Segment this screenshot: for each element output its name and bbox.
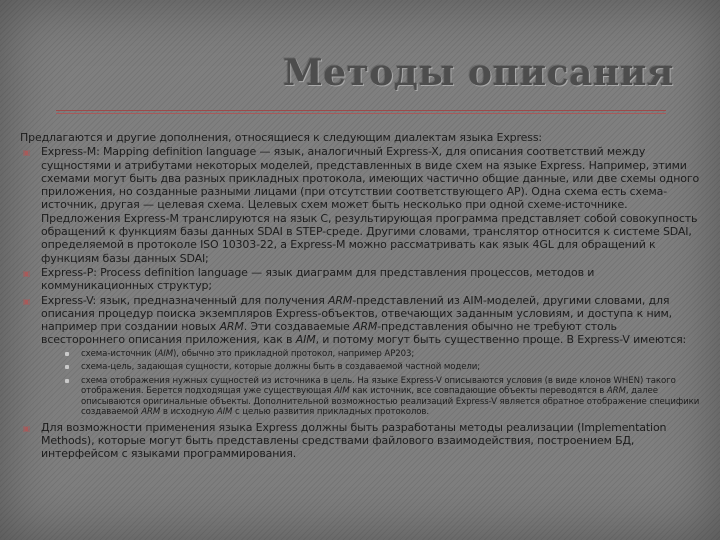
text-run: в исходную (160, 407, 217, 418)
item-text: Express-M: Mapping definition language — язык, аналогичный Express-X, для описания соответствий между сущностями и атрибутами некоторых моделей, представленных в виде схем на языке Express. Например, этими схемами могут быть два разных прикладных протокола, имеющих частично общие данные, или две схемы одного приложения, но созданные разными лицами (при отсутствии соответствующего AP). Одна схема есть схема-источник, другая — целевая схема. Целевых схем может быть несколько при одной схеме-источнике. Предложения Express-M транслируются на язык С, результирующая программа представляет собой совокупность обращений к функциям базы данных SDAI в STEP-среде. Другими словами, транслятор относится к системе SDAI, определяемой в протоколе ISO 10303-22, а Express-M можно рассматривать как язык 4GL для обращений к функциям базы данных SDAI; (41, 145, 700, 265)
intro-text: Предлагаются и другие дополнения, относящиеся к следующим диалектам языка Express: (20, 131, 542, 144)
square-bullet-icon: ▣ (22, 296, 31, 306)
text-run: схема-источник ( (81, 348, 158, 359)
text-run: , далее описываются оригинальные объекты. Дополнительной возможностью реализаций Express-V является обратное отображение специфики создаваемой (81, 386, 700, 418)
term-arm: ARM (328, 293, 353, 307)
text-run: схема-цель, задающая сущности, которые должны быть в создаваемой частной модели; (81, 362, 481, 373)
term-arm: ARM (352, 320, 378, 334)
small-square-bullet-icon (65, 365, 69, 369)
small-square-bullet-icon (65, 352, 69, 356)
item-text: Для возможности применения языка Express должны быть разработаны методы реализации (Implementation Methods), которые могут быть представлены средствами файлового взаимодействия, построением БД, интерфейсом с языками программирования. (41, 420, 667, 461)
list-item-implementation-methods (20, 421, 700, 461)
term-aim: AIM (295, 333, 316, 347)
square-bullet-icon: ▣ (22, 148, 31, 158)
square-bullet-icon: ▣ (22, 423, 31, 433)
slide-title: Методы описания (282, 52, 674, 94)
text-run: как источник, все совпадающие объекты переводятся в (349, 386, 607, 397)
title-divider-bottom (56, 113, 666, 114)
term-arm: ARM (606, 386, 626, 397)
text-run: . Эти создаваемые (243, 320, 353, 334)
small-square-bullet-icon (65, 379, 69, 383)
sub-item-source-schema (41, 349, 700, 360)
sub-list (41, 349, 700, 418)
text-run: Express-V: язык, предназначенный для получения (41, 293, 329, 307)
term-arm: ARM (141, 407, 161, 418)
text-run: , и потому могут быть существенно проще. В Express-V имеются: (315, 333, 687, 347)
text-run: схема отображения нужных сущностей из источника в цель. На языке Express-V описываются условия (в виде клонов WHEN) такого отображения. Берется подходящая уже существующая (81, 375, 676, 397)
text-run: с целью развития прикладных протоколов. (232, 407, 430, 418)
term-aim: AIM (157, 348, 174, 359)
slide-body (20, 131, 700, 462)
sub-item-mapping-schema (41, 376, 700, 418)
sub-item-target-schema (41, 362, 700, 373)
term-aim: AIM (216, 407, 233, 418)
square-bullet-icon: ▣ (22, 268, 31, 278)
item-text: Express-P: Process definition language — язык диаграмм для представления процессов, методов и коммуникационных структур; (41, 265, 595, 293)
text-run: ), обычно это прикладной протокол, например AP203; (173, 348, 415, 359)
bullet-list (20, 145, 700, 460)
list-item-express-p (20, 266, 700, 293)
list-item-express-v (20, 294, 700, 418)
term-arm: ARM (219, 320, 244, 334)
term-aim: AIM (334, 386, 350, 397)
text-run: -представления обычно не требуют столь всестороннего описания приложения, как в (41, 320, 617, 347)
text-run: -представлений из AIM-моделей, другими словами, для описания процедур поиска экземпляров Express-объектов, отвечающих заданным условиям, и доступа к ним, например при создании новых (41, 293, 672, 334)
list-item-express-m (20, 145, 700, 265)
title-divider-top (56, 110, 666, 111)
item-text (41, 294, 686, 347)
